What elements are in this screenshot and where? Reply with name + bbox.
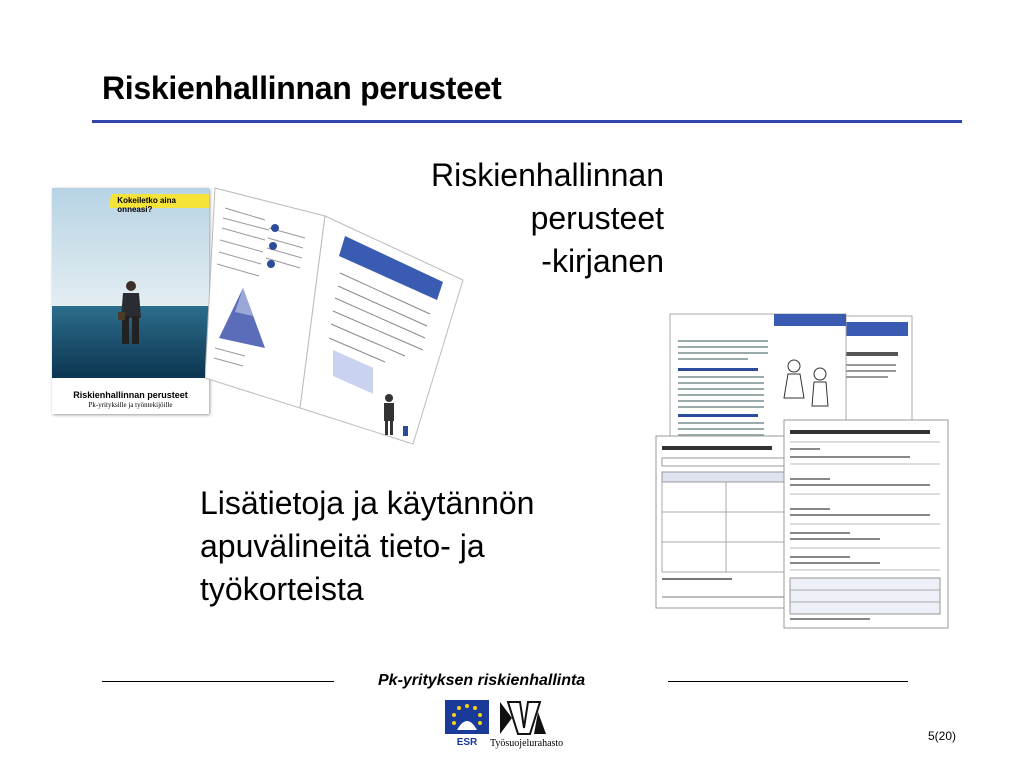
title-rule [92,120,962,123]
footer-rule-right [668,681,908,682]
booklet-caption-line-1: Riskienhallinnan [430,157,664,193]
cover-title: Riskienhallinnan perusteet [73,390,188,400]
footer-rule-left [102,681,334,682]
open-booklet-illustration [205,178,467,446]
tools-caption [200,482,534,611]
cover-subtitle: Pk-yrityksille ja työntekijöille [88,401,173,409]
slide-title: Riskienhallinnan perusteet [102,70,502,106]
booklet-caption-line-2: perusteet [530,200,664,236]
work-cards-illustration [654,298,954,634]
booklet-cover [52,188,209,414]
booklet-caption [431,154,664,283]
tools-caption-line-1: Lisätietoja ja käytännön [200,485,535,521]
footer-text: Pk-yrityksen riskienhallinta [378,672,586,689]
cover-banner-text: Kokeiletko aina onneasi? [117,196,176,214]
tyosuojelurahasto-text: Työsuojelurahasto [490,738,564,749]
tools-caption-line-3: työkorteista [200,571,364,607]
page-number: 5(20) [927,729,956,743]
booklet-caption-line-3: -kirjanen [541,243,664,279]
man-on-water-icon [118,280,144,350]
cover-banner [109,194,209,214]
esr-logo-text: ESR [456,737,478,746]
tools-caption-line-2: apuvälineitä tieto- ja [200,528,485,564]
esr-logo [445,700,489,746]
